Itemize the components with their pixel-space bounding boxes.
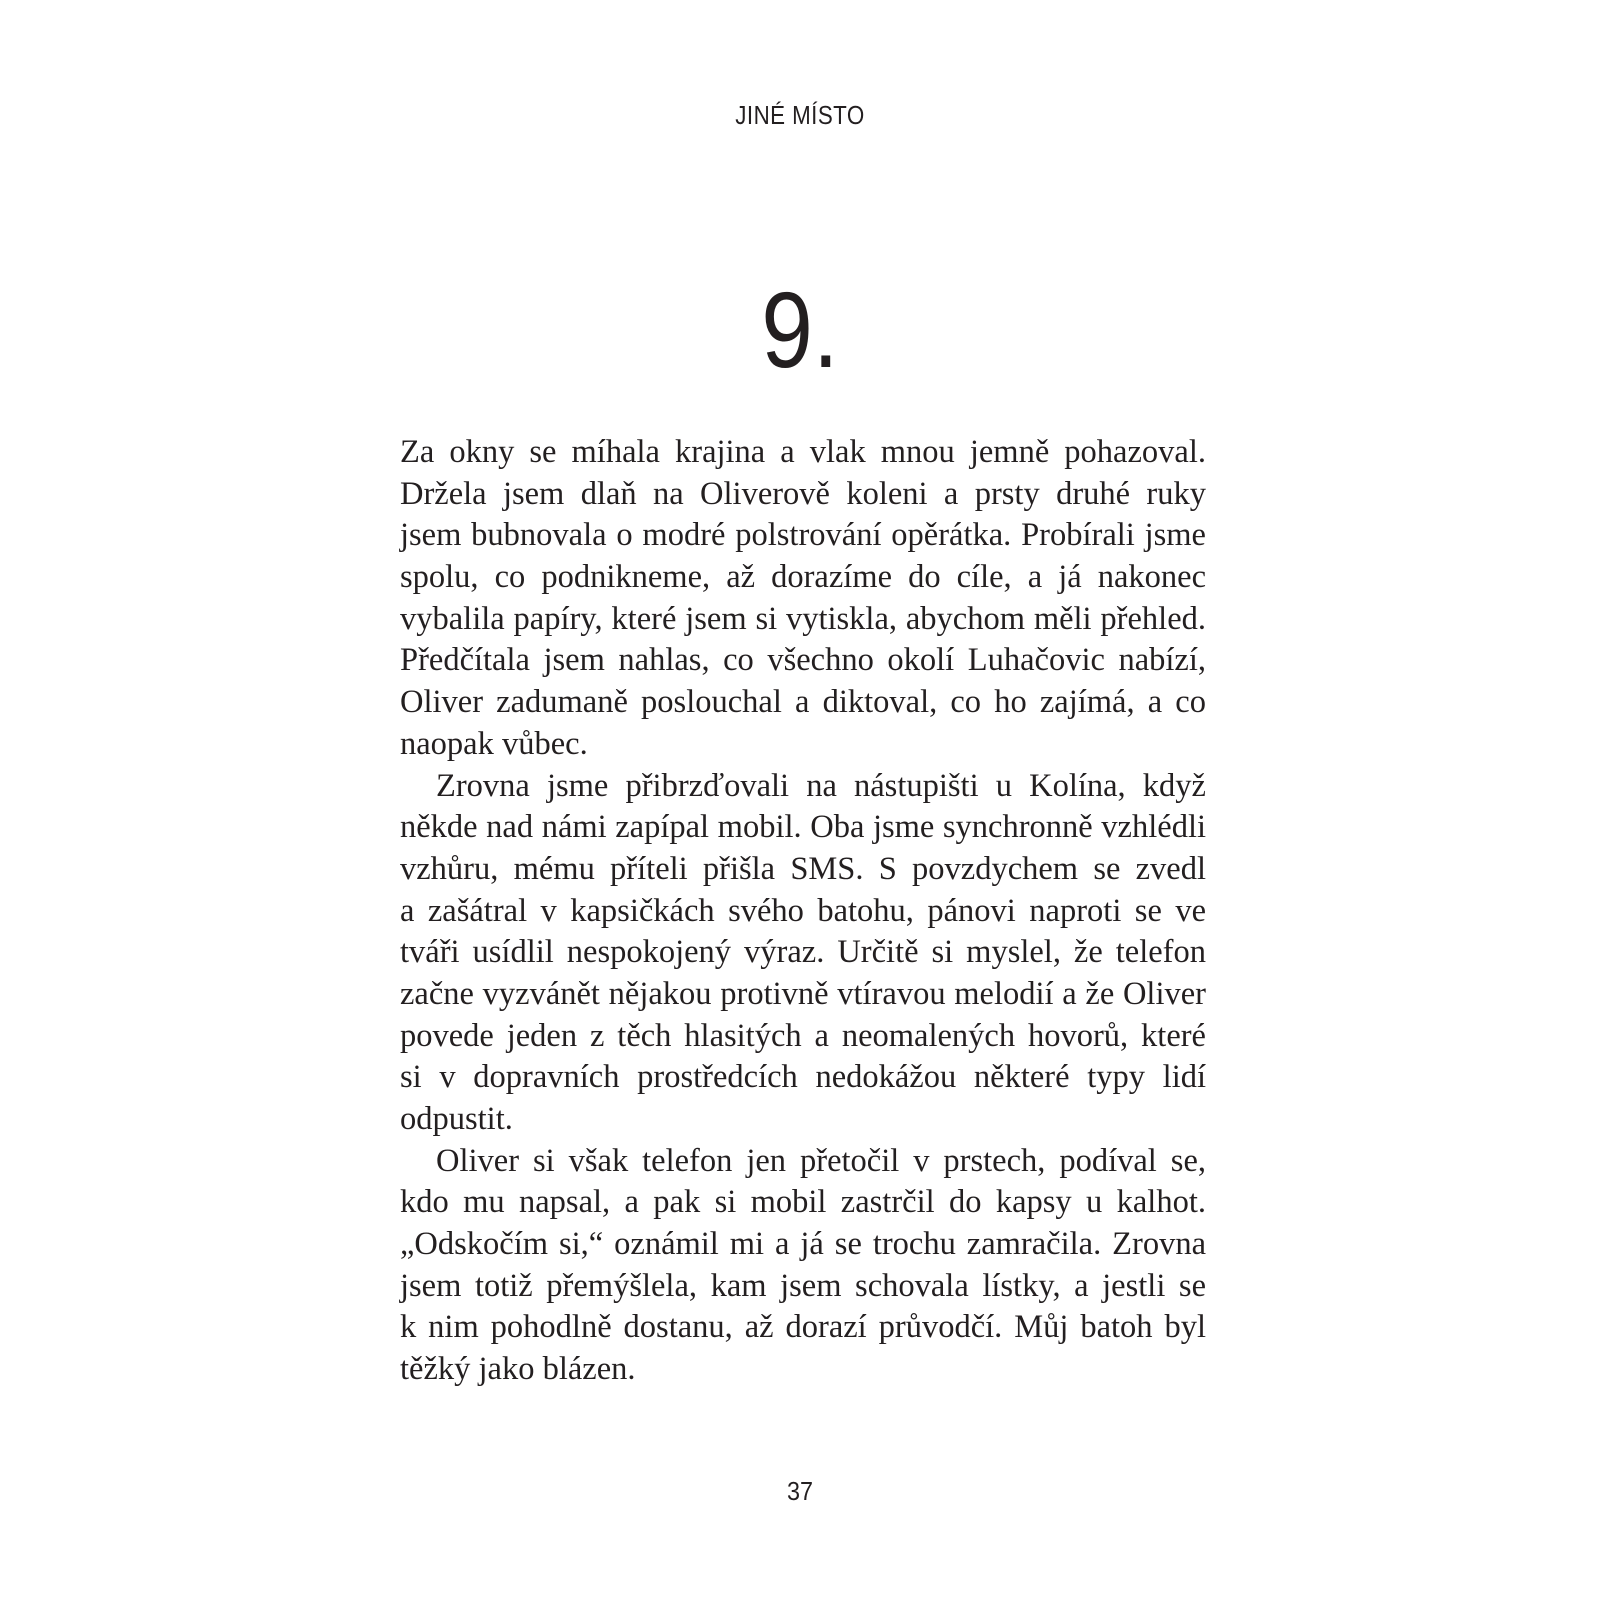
text-line: začne vyzvánět nějakou protivně vtíravou melodií a že Oliver bbox=[400, 975, 1206, 1012]
text-line: jsem bubnovala o modré polstrování opěrátka. Probírali jsme bbox=[400, 517, 1206, 554]
text-line: a zašátral v kapsičkách svého batohu, pánovi naproti se ve bbox=[400, 892, 1206, 929]
text-line: Držela jsem dlaň na Oliverově koleni a prsty druhé ruky bbox=[400, 475, 1206, 512]
text-line: povede jeden z těch hlasitých a neomalených hovorů, které bbox=[400, 1017, 1206, 1054]
text-line: „Odskočím si,“ oznámil mi a já se trochu zamračila. Zrovna bbox=[400, 1226, 1206, 1263]
running-header: JINÉ MÍSTO bbox=[735, 100, 865, 130]
text-line: někde nad námi zapípal mobil. Oba jsme synchronně vzhlédli bbox=[400, 809, 1206, 846]
text-line: vybalila papíry, které jsem si vytiskla, abychom měli přehled. bbox=[400, 600, 1206, 637]
text-line: spolu, co podnikneme, až dorazíme do cíle, a já nakonec bbox=[400, 559, 1206, 596]
chapter-number: 9. bbox=[761, 269, 839, 390]
text-line: odpustit. bbox=[400, 1101, 513, 1137]
text-line: jsem totiž přemýšlela, kam jsem schovala lístky, a jestli se bbox=[400, 1267, 1206, 1304]
text-line: Oliver si však telefon jen přetočil v prstech, podíval se, bbox=[436, 1142, 1206, 1179]
text-line: kdo mu napsal, a pak si mobil zastrčil do kapsy u kalhot. bbox=[400, 1184, 1206, 1221]
text-line: Předčítala jsem nahlas, co všechno okolí Luhačovic nabízí, bbox=[400, 642, 1206, 679]
text-line: Oliver zadumaně poslouchal a diktoval, co ho zajímá, a co bbox=[400, 684, 1206, 721]
text-line: k nim pohodlně dostanu, až dorazí průvodčí. Můj batoh byl bbox=[400, 1309, 1206, 1346]
paragraph-3 bbox=[400, 1141, 1206, 1391]
text-line: vzhůru, mému příteli přišla SMS. S povzdychem se zvedl bbox=[400, 850, 1206, 887]
text-line: Za okny se míhala krajina a vlak mnou jemně pohazoval. bbox=[400, 434, 1206, 470]
text-line: těžký jako blázen. bbox=[400, 1351, 636, 1388]
page-number: 37 bbox=[786, 1476, 814, 1506]
body-text bbox=[400, 432, 1206, 1391]
paragraph-2 bbox=[400, 766, 1206, 1141]
text-line: naopak vůbec. bbox=[400, 725, 588, 762]
text-line: Zrovna jsme přibrzďovali na nástupišti u Kolína, když bbox=[436, 767, 1206, 804]
paragraph-1 bbox=[400, 432, 1206, 766]
text-line: tváři usídlil nespokojený výraz. Určitě si myslel, že telefon bbox=[400, 934, 1206, 971]
text-line: si v dopravních prostředcích nedokážou některé typy lidí bbox=[400, 1059, 1206, 1096]
